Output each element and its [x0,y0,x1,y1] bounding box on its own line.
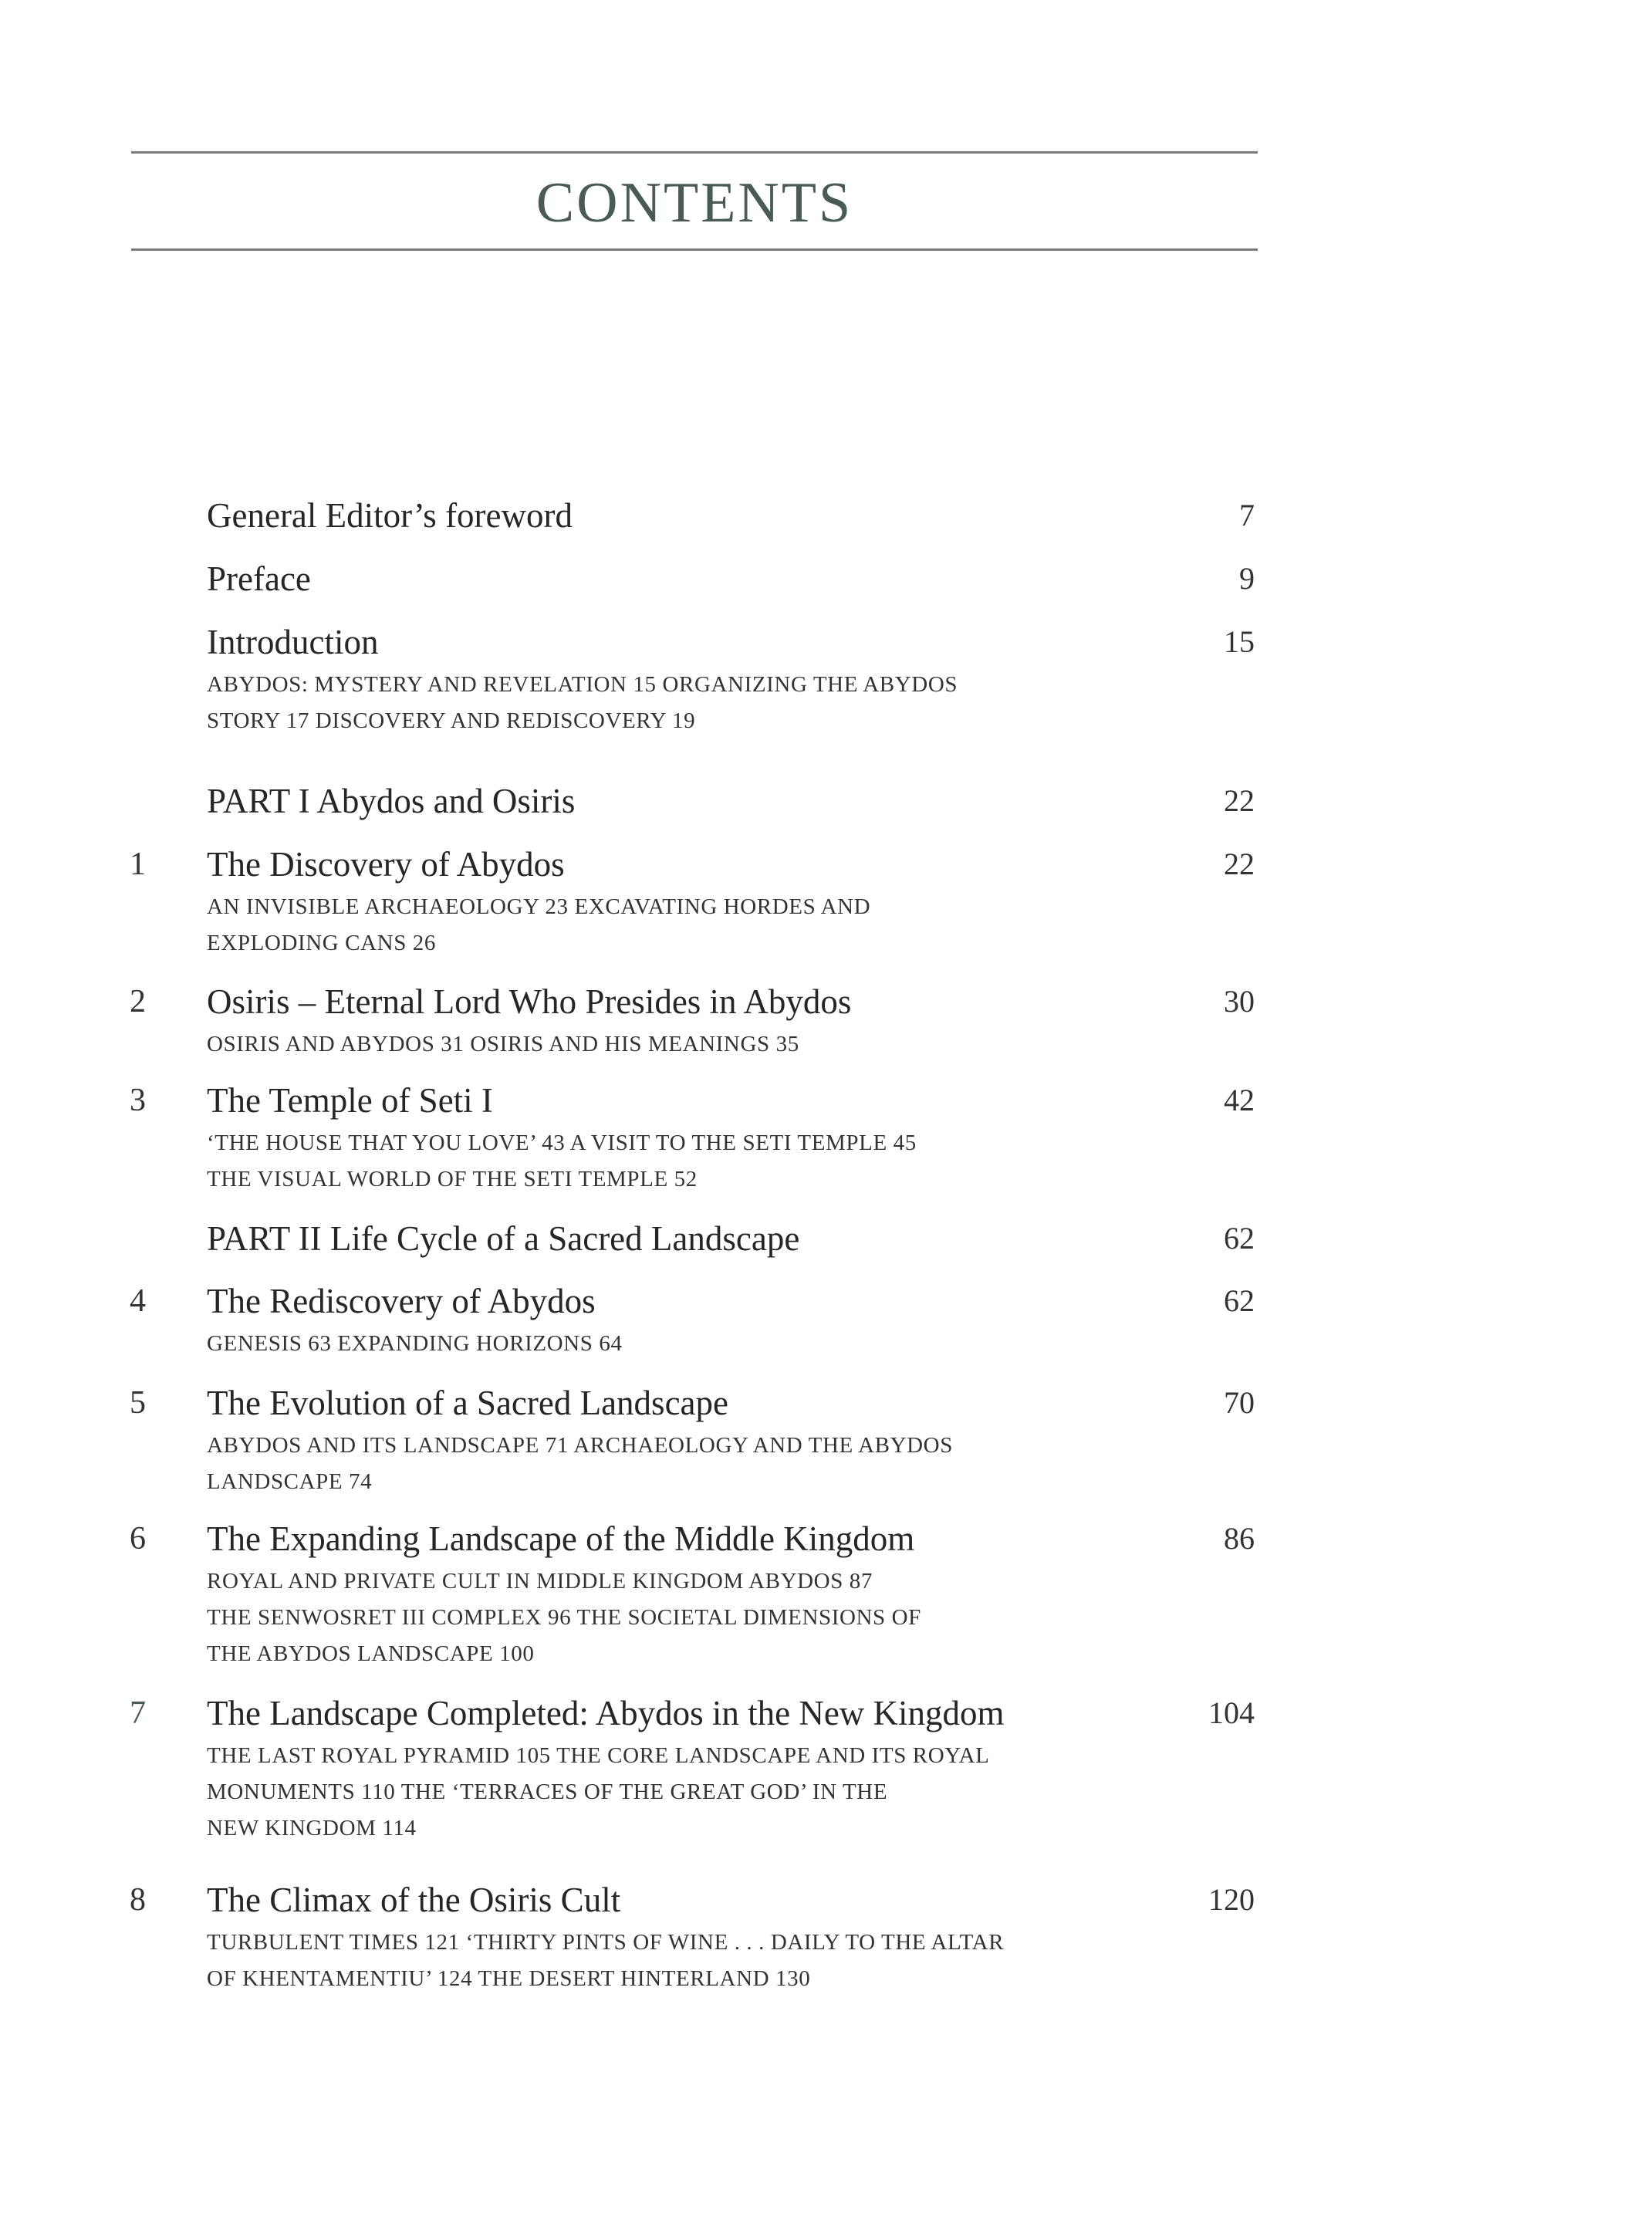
entry-sections [207,1738,989,1847]
section-line: ABYDOS: MYSTERY AND REVELATION 15 ORGANIZING THE ABYDOS [207,672,958,697]
entry-page: 62 [1224,1221,1255,1256]
part-title: PART II Life Cycle of a Sacred Landscape [207,1219,800,1258]
entry-title: General Editor’s foreword [207,496,573,535]
section-line: EXPLODING CANS 26 [207,931,436,955]
section-line: OSIRIS AND ABYDOS 31 OSIRIS AND HIS MEANINGS 35 [207,1032,799,1056]
section-line: GENESIS 63 EXPANDING HORIZONS 64 [207,1331,623,1356]
entry-page: 104 [1208,1695,1255,1730]
entry-page: 42 [1224,1083,1255,1117]
section-line: THE VISUAL WORLD OF THE SETI TEMPLE 52 [207,1167,698,1191]
entry-sections [207,1326,623,1362]
section-line: THE ABYDOS LANDSCAPE 100 [207,1641,535,1666]
entry-title: The Rediscovery of Abydos [207,1282,596,1320]
entry-title: Osiris – Eternal Lord Who Presides in Abydos [207,982,852,1021]
entry-title: The Expanding Landscape of the Middle Kingdom [207,1519,915,1558]
section-line: THE LAST ROYAL PYRAMID 105 THE CORE LANDSCAPE AND ITS ROYAL [207,1743,990,1768]
chapter-number: 6 [130,1521,146,1556]
section-line: MONUMENTS 110 THE ‘TERRACES OF THE GREAT GOD’ IN THE [207,1780,888,1804]
entry-page: 86 [1224,1521,1255,1556]
section-line: NEW KINGDOM 114 [207,1816,417,1840]
section-line: ABYDOS AND ITS LANDSCAPE 71 ARCHAEOLOGY AND THE ABYDOS [207,1433,953,1458]
header-top-rule [131,151,1258,154]
entry-sections [207,1125,917,1198]
section-line: AN INVISIBLE ARCHAEOLOGY 23 EXCAVATING HORDES AND [207,894,871,919]
section-line: ‘THE HOUSE THAT YOU LOVE’ 43 A VISIT TO THE SETI TEMPLE 45 [207,1131,917,1155]
entry-title: The Discovery of Abydos [207,845,565,884]
chapter-number: 4 [130,1283,146,1319]
section-line: LANDSCAPE 74 [207,1469,373,1494]
entry-title: The Climax of the Osiris Cult [207,1881,621,1919]
entry-sections [207,1026,799,1063]
entry-page: 22 [1224,783,1255,818]
entry-page: 7 [1239,498,1255,532]
entry-title: Introduction [207,623,379,661]
section-line: STORY 17 DISCOVERY AND REDISCOVERY 19 [207,708,696,733]
section-line: THE SENWOSRET III COMPLEX 96 THE SOCIETAL DIMENSIONS OF [207,1605,921,1630]
entry-sections [207,889,870,962]
chapter-number: 5 [130,1385,146,1421]
entry-sections [207,1925,1004,1997]
entry-page: 15 [1224,624,1255,659]
part-title: PART I Abydos and Osiris [207,782,576,820]
entry-sections [207,1428,953,1500]
entry-title: The Temple of Seti I [207,1081,493,1120]
chapter-number: 3 [130,1083,146,1118]
section-line: TURBULENT TIMES 121 ‘THIRTY PINTS OF WINE . . . DAILY TO THE ALTAR [207,1930,1005,1955]
section-line: OF KHENTAMENTIU’ 124 THE DESERT HINTERLAND 130 [207,1966,811,1991]
entry-title: The Evolution of a Sacred Landscape [207,1384,728,1422]
entry-page: 62 [1224,1283,1255,1318]
header-bottom-rule [131,248,1258,251]
entry-page: 9 [1239,561,1255,596]
entry-page: 30 [1224,984,1255,1019]
entry-page: 22 [1224,847,1255,881]
entry-sections [207,667,958,739]
chapter-number: 8 [130,1882,146,1918]
page-title: CONTENTS [535,171,853,235]
entry-sections [207,1563,921,1672]
entry-page: 120 [1208,1882,1255,1917]
entry-page: 70 [1224,1385,1255,1420]
chapter-number: 7 [130,1695,146,1731]
chapter-number: 1 [130,847,146,882]
chapter-number: 2 [130,984,146,1019]
section-line: ROYAL AND PRIVATE CULT IN MIDDLE KINGDOM ABYDOS 87 [207,1569,873,1594]
entry-title: The Landscape Completed: Abydos in the New Kingdom [207,1694,1005,1732]
entry-title: Preface [207,559,311,598]
